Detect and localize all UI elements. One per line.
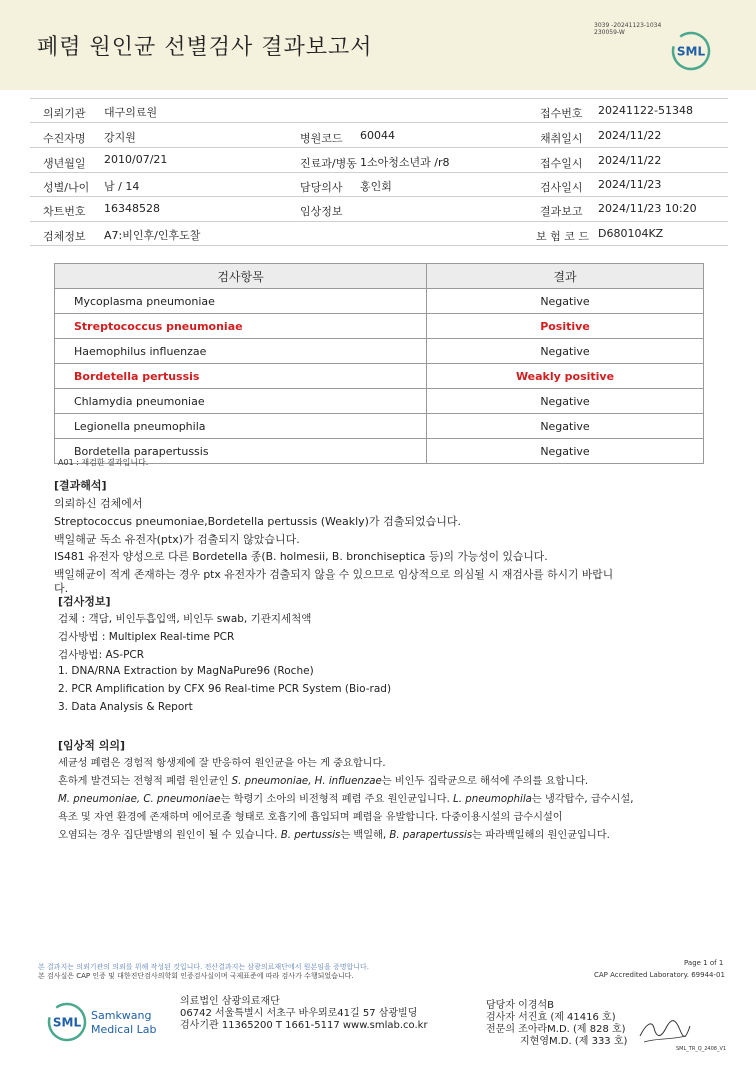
sml-logo-icon <box>670 30 712 72</box>
divider <box>30 98 728 99</box>
test-info-line: 검사방법: AS-PCR <box>58 649 145 661</box>
table-row <box>55 339 704 364</box>
organization-address: 06742 서울특별시 서초구 바우뫼로41길 57 삼광빌딩 <box>180 1008 418 1019</box>
sex-age-value: 남 / 14 <box>104 180 140 193</box>
organization-contact: 검사기관 11365200 T 1661-5117 www.smlab.co.kr <box>180 1020 428 1031</box>
interpretation-line: IS481 유전자 양성으로 다른 Bordetella 종(B. holmesii, B. bronchiseptica 등)의 가능성이 있습니다. <box>54 550 548 563</box>
clinical-meaning-line: 세균성 폐렴은 경험적 항생제에 잘 반응하여 원인균을 아는 게 중요합니다. <box>58 758 386 769</box>
requester-value: 대구의료원 <box>104 106 158 119</box>
document-code-line-1: 3039 -20241123-1034 <box>594 22 662 29</box>
table-row <box>55 364 704 389</box>
divider <box>30 172 728 173</box>
clinical-meaning-title: [임상적 의의] <box>58 739 126 752</box>
report-date-value: 2024/11/23 10:20 <box>598 202 697 215</box>
clinical-meaning-line <box>58 772 588 787</box>
table-row <box>55 439 704 464</box>
clinical-meaning-line <box>58 826 610 841</box>
test-item-name: Legionella pneumophila <box>55 414 427 439</box>
divider <box>30 221 728 222</box>
svg-text:SML: SML <box>52 1015 82 1030</box>
interpretation-line: 다. <box>54 582 69 595</box>
staff-line: 담당자 이경석B <box>486 1000 554 1011</box>
test-item-name: Haemophilus influenzae <box>55 339 427 364</box>
staff-line: 전문의 조아라M.D. (제 828 호) <box>486 1024 626 1035</box>
organism-name: S. pneumoniae, H. influenzae <box>231 776 382 787</box>
test-result: Negative <box>427 389 704 414</box>
text-segment: 는 백일해, <box>340 830 390 841</box>
divider <box>30 245 728 246</box>
test-result: Weakly positive <box>427 364 704 389</box>
receipt-date-label: 접수일시 <box>540 157 583 170</box>
organism-name: L. pneumophila <box>453 794 532 805</box>
document-code <box>594 22 661 36</box>
sex-age-label: 성별/나이 <box>43 181 90 194</box>
test-result: Negative <box>427 339 704 364</box>
receipt-date-value: 2024/11/22 <box>598 154 662 167</box>
test-item-name: Streptococcus pneumoniae <box>55 314 427 339</box>
test-result: Negative <box>427 439 704 464</box>
table-row <box>55 314 704 339</box>
test-item-name: Bordetella pertussis <box>55 364 427 389</box>
test-info-line: 검사방법 : Multiplex Real-time PCR <box>58 631 235 643</box>
sml-logo-icon <box>46 1000 176 1044</box>
column-header-item: 검사항목 <box>55 264 427 289</box>
test-info-title: [검사정보] <box>58 595 111 608</box>
test-item-name: Mycoplasma pneumoniae <box>55 289 427 314</box>
specimen-value: A7:비인후/인후도찰 <box>104 229 201 242</box>
test-result: Negative <box>427 289 704 314</box>
footer-notice-2: 본 검사실은 CAP 인증 및 대한진단검사의학회 인증검사실이며 국제표준에 따라 검사가 수행되었습니다. <box>38 972 354 980</box>
clinical-meaning-line <box>58 790 633 805</box>
divider <box>30 147 728 148</box>
specimen-label: 검체정보 <box>43 230 86 243</box>
organization-name: 의료법인 삼광의료재단 <box>180 996 280 1007</box>
receipt-no-label: 접수번호 <box>540 107 583 120</box>
clinical-info-label: 임상정보 <box>300 205 343 218</box>
insurance-code-label: 보 험 코 드 <box>536 230 589 243</box>
department-label: 진료과/병동 <box>300 157 357 170</box>
table-row <box>55 389 704 414</box>
divider <box>30 196 728 197</box>
interpretation-line: 백일해균이 적게 존재하는 경우 ptx 유전자가 검출되지 않을 수 있으므로 임상적으로 의심될 시 재검사를 하시기 바랍니 <box>54 568 614 581</box>
svg-text:Medical Lab: Medical Lab <box>91 1023 157 1036</box>
staff-line: 검사자 서진효 (제 41416 호) <box>486 1012 616 1023</box>
report-date-label: 결과보고 <box>540 205 583 218</box>
text-segment: 는 파라백일해의 원인균입니다. <box>472 830 610 841</box>
test-result: Negative <box>427 414 704 439</box>
receipt-no-value: 20241122-51348 <box>598 104 693 117</box>
signature-icon <box>636 1014 692 1048</box>
document-code-line-2: 230059-W <box>594 29 625 36</box>
text-segment: 오염되는 경우 집단발병의 원인이 될 수 있습니다. <box>58 830 281 841</box>
staff-line: 지현영M.D. (제 333 호) <box>520 1036 628 1047</box>
interpretation-line: Streptococcus pneumoniae,Bordetella pertussis (Weakly)가 검출되었습니다. <box>54 515 461 528</box>
birth-date-label: 생년월일 <box>43 157 86 170</box>
birth-date-value: 2010/07/21 <box>104 153 168 166</box>
results-table <box>54 263 704 464</box>
footer-staff <box>486 1000 627 1048</box>
retest-note: A01 : 재검한 결과입니다. <box>58 458 149 467</box>
chart-no-value: 16348528 <box>104 202 160 215</box>
test-info-line: 1. DNA/RNA Extraction by MagNaPure96 (Roche) <box>58 665 314 677</box>
organism-name: M. pneumoniae, C. pneumoniae <box>58 794 221 805</box>
column-header-result: 결과 <box>427 264 704 289</box>
collect-date-value: 2024/11/22 <box>598 129 662 142</box>
test-result: Positive <box>427 314 704 339</box>
test-item-name: Bordetella parapertussis <box>55 439 427 464</box>
test-info-line: 2. PCR Amplification by CFX 96 Real-time PCR System (Bio-rad) <box>58 683 392 695</box>
test-info-line: 3. Data Analysis & Report <box>58 701 193 713</box>
test-date-value: 2024/11/23 <box>598 178 662 191</box>
divider <box>30 122 728 123</box>
svg-text:SML: SML <box>676 44 706 59</box>
form-code: SML_TR_Q_2408_V1 <box>676 1046 727 1052</box>
test-item-name: Chlamydia pneumoniae <box>55 389 427 414</box>
department-value: 1소아청소년과 /r8 <box>360 156 450 169</box>
table-header-row <box>55 264 704 289</box>
doctor-label: 담당의사 <box>300 181 343 194</box>
chart-no-label: 차트번호 <box>43 205 86 218</box>
hospital-code-label: 병원코드 <box>300 132 343 145</box>
cap-accreditation: CAP Accredited Laboratory. 69944-01 <box>594 971 725 979</box>
patient-name-label: 수진자명 <box>43 132 86 145</box>
patient-name-value: 강지원 <box>104 131 136 144</box>
page-number: Page 1 of 1 <box>684 959 724 967</box>
test-date-label: 검사일시 <box>540 181 583 194</box>
interpretation-line: 의뢰하신 검체에서 <box>54 497 143 510</box>
footer-notice-1: 본 결과지는 의뢰기관의 의뢰를 위해 작성된 것입니다. 전산결과지는 삼광의료재단에서 원본임을 증명합니다. <box>38 963 369 971</box>
interpretation-line: 백일해균 독소 유전자(ptx)가 검출되지 않았습니다. <box>54 533 300 546</box>
collect-date-label: 채취일시 <box>540 132 583 145</box>
table-row <box>55 414 704 439</box>
clinical-meaning-line: 욕조 및 자연 환경에 존재하며 에어로졸 형태로 호흡기에 흡입되며 폐렴을 유발합니다. 다중이용시설의 급수시설이 <box>58 812 563 823</box>
organism-name: B. pertussis <box>280 830 341 841</box>
interpretation-title: [결과해석] <box>54 479 107 492</box>
doctor-value: 홍인회 <box>360 180 392 193</box>
hospital-code-value: 60044 <box>360 129 395 142</box>
text-segment: 는 비인두 집락균으로 해석에 주의를 요합니다. <box>381 776 589 787</box>
footer-organization <box>180 996 428 1032</box>
insurance-code-value: D680104KZ <box>598 227 664 240</box>
svg-text:Samkwang: Samkwang <box>91 1009 152 1022</box>
text-segment: 는 학령기 소아의 비전형적 폐렴 주요 원인균입니다. <box>220 794 454 805</box>
organism-name: B. parapertussis <box>389 830 473 841</box>
text-segment: 흔하게 발견되는 전형적 폐렴 원인균인 <box>58 776 232 787</box>
test-info-line: 검체 : 객담, 비인두흡입액, 비인두 swab, 기관지세척액 <box>58 613 312 625</box>
text-segment: 는 냉각탑수, 급수시설, <box>531 794 634 805</box>
requester-label: 의뢰기관 <box>43 107 86 120</box>
report-title: 폐렴 원인균 선별검사 결과보고서 <box>37 35 373 60</box>
table-row <box>55 289 704 314</box>
